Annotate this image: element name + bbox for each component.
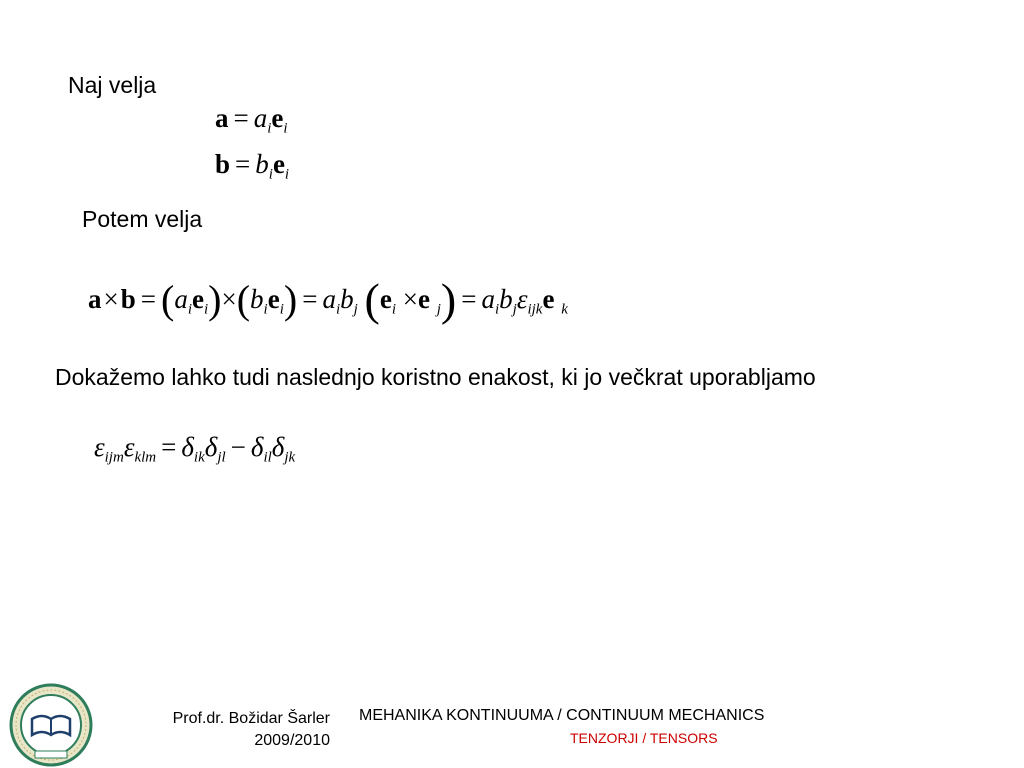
equation-b-definition: $b = b_ie_i$	[215, 149, 290, 183]
equation-a-definition: $a = a_ie_i$	[215, 103, 288, 137]
equation-cross-product: $a\times b = (a_ie_i)\times(b_ie_i) = a_ib_j$ ($e_i \times e$ $_j) = a_ib_j\varepsilon_{ijk}e$ $_k$	[88, 274, 568, 325]
then-text: Potem velja	[82, 206, 203, 232]
equation-epsilon-delta-identity: $\varepsilon_{ijm}\varepsilon_{klm} = \delta_{ik}\delta_{jl} - \delta_{il}\delta_{jk}$	[94, 432, 296, 466]
university-seal-icon	[8, 683, 94, 767]
footer-year: 2009/2010	[254, 732, 330, 749]
footer-author: Prof.dr. Božidar Šarler	[172, 710, 330, 727]
prove-text: Dokažemo lahko tudi naslednjo koristno enakost, ki jo večkrat uporabljamo	[55, 364, 816, 390]
intro-text: Naj velja	[68, 72, 157, 98]
footer-author-block	[120, 708, 330, 752]
footer-course-title: MEHANIKA KONTINUUMA / CONTINUUM MECHANICS	[359, 707, 765, 724]
footer-chapter: TENZORJI / TENSORS	[570, 730, 718, 746]
